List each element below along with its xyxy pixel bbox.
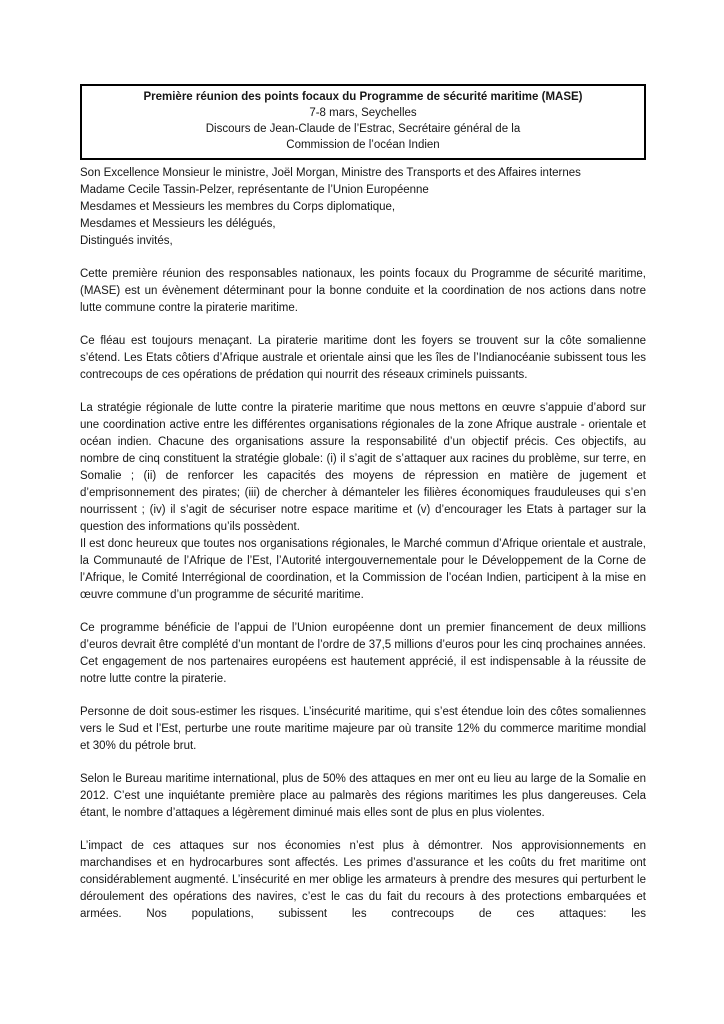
salutations-block — [80, 165, 646, 250]
event-date-location: 7-8 mars, Seychelles — [309, 107, 417, 119]
paragraph-block — [80, 838, 646, 923]
paragraph-block — [80, 266, 646, 317]
speech-attribution-line1: Discours de Jean-Claude de l’Estrac, Secrétaire général de la — [205, 123, 521, 135]
body-paragraph: L’impact de ces attaques sur nos économies n’est plus à démontrer. Nos approvisionnements en marchandises et en hydrocarbures sont affectés. Les primes d’assurance et les coûts du fret maritime ont considérablement augmenté. L’insécurité en mer oblige les armateurs à prendre des mesures qui perturbent le déroulement des opérations des navires, c’est le cas du fait du recours à des protections embarquées et armées. Nos populations, subissent les contrecoups de ces attaques: les — [80, 840, 646, 920]
salutation-line: Mesdames et Messieurs les délégués, — [80, 218, 276, 230]
speech-attribution-line2: Commission de l’océan Indien — [286, 139, 440, 151]
document-title: Première réunion des points focaux du Programme de sécurité maritime (MASE) — [143, 91, 583, 103]
body-paragraph: Il est donc heureux que toutes nos organisations régionales, le Marché commun d’Afrique orientale et australe, la Communauté de l’Afrique de l’Est, l’Autorité intergouvernementale pour le Développement de la Corne de l’Afrique, le Comité Interrégional de coordination, et la Commission de l’océan Indien, participent à la mise en œuvre commune d’un programme de sécurité maritime. — [80, 538, 646, 601]
paragraph-block — [80, 620, 646, 688]
body-paragraph: Cette première réunion des responsables nationaux, les points focaux du Programme de sécurité maritime, (MASE) est un évènement déterminant pour la bonne conduite et la coordination de nos actions dans notre lutte commune contre la piraterie maritime. — [80, 268, 646, 314]
body-paragraph: Ce programme bénéficie de l’appui de l’Union européenne dont un premier financement de deux millions d’euros devrait être complété d’un montant de l’ordre de 37,5 millions d’euros pour les cinq prochaines années. Cet engagement de nos partenaires européens est hautement apprécié, il est indispensable à la réussite de notre lutte contre la piraterie. — [80, 622, 646, 685]
body-paragraph: La stratégie régionale de lutte contre la piraterie maritime que nous mettons en œuvre s’appuie d’abord sur une coordination active entre les différentes organisations régionales de la zone Afrique australe - orientale et océan indien. Chacune des organisations assure la responsabilité d’un objectif précis. Ces objectifs, au nombre de cinq constituent la stratégie globale: (i) il s’agit de s’attaquer aux racines du problème, sur terre, en Somalie ; (ii) de renforcer les capacités des moyens de répression en matière de jugement et d’emprisonnement des pirates; (iii) de chercher à démanteler les filières économiques frauduleuses qui s’en nourrissent ; (iv) il s’agit de sécuriser notre espace maritime et (v) d’encourager les Etats à partager sur la question des informations qu’ils possèdent. — [80, 402, 646, 533]
body-paragraph: Ce fléau est toujours menaçant. La piraterie maritime dont les foyers se trouvent sur la côte somalienne s’étend. Les Etats côtiers d’Afrique australe et orientale ainsi que les îles de l’Indianocéanie subissent tous les contrecoups de ces opérations de prédation qui nourrit des réseaux criminels puissants. — [80, 335, 646, 381]
salutation-line: Son Excellence Monsieur le ministre, Joël Morgan, Ministre des Transports et des Affaires internes — [80, 167, 581, 179]
paragraph-block — [80, 400, 646, 604]
paragraph-block — [80, 704, 646, 755]
salutation-line: Distingués invités, — [80, 235, 173, 247]
body-paragraph: Personne de doit sous-estimer les risques. L’insécurité maritime, qui s’est étendue loin des côtes somaliennes vers le Sud et l’Est, perturbe une route maritime majeure par où transite 12% du commerce maritime mondial et 30% du pétrole brut. — [80, 706, 646, 752]
salutation-line: Madame Cecile Tassin-Pelzer, représentante de l’Union Européenne — [80, 184, 429, 196]
paragraph-block — [80, 771, 646, 822]
speech-body — [80, 266, 646, 923]
salutation-line: Mesdames et Messieurs les membres du Corps diplomatique, — [80, 201, 396, 213]
paragraph-block — [80, 333, 646, 384]
title-box — [80, 84, 646, 160]
body-paragraph: Selon le Bureau maritime international, plus de 50% des attaques en mer ont eu lieu au large de la Somalie en 2012. C’est une inquiétante première place au palmarès des régions maritimes les plus dangereuses. Cela étant, le nombre d’attaques a légèrement diminué mais elles sont de plus en plus violentes. — [80, 773, 646, 819]
